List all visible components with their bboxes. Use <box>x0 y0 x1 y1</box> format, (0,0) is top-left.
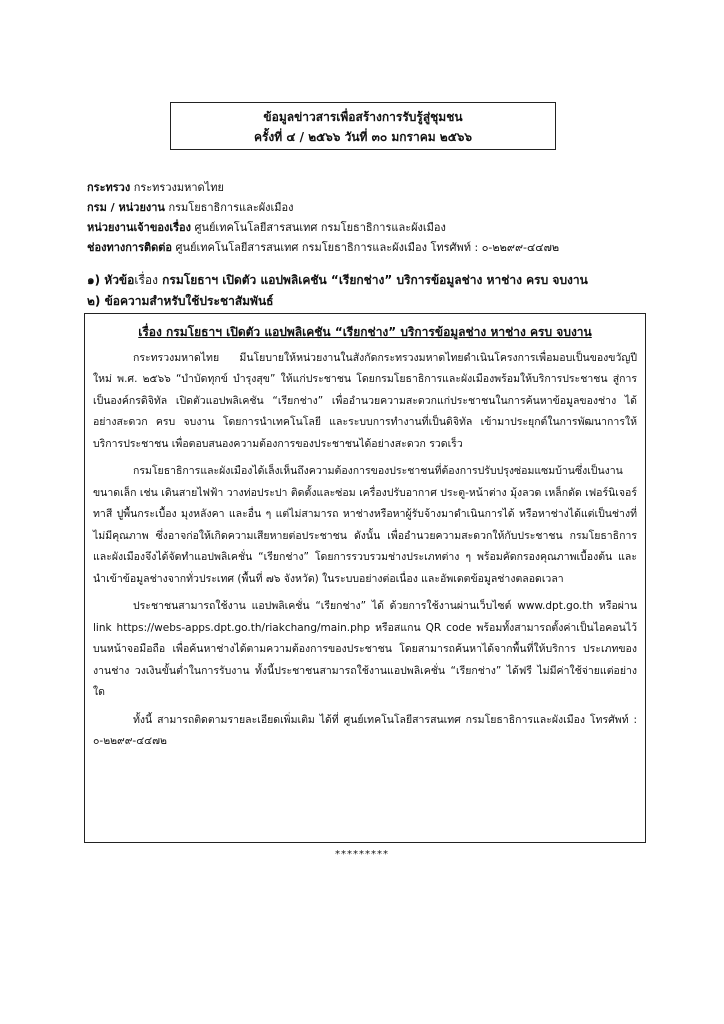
article-box <box>84 313 646 843</box>
topic-1-word: เรื่อง <box>134 273 158 287</box>
document-title: ข้อมูลข่าวสารเพื่อสร้างการรับรู้สู่ชุมชน <box>263 110 463 124</box>
contact-value: ศูนย์เทคโนโลยีสารสนเทศ กรมโยธาธิการและผังเมือง โทรศัพท์ : ๐-๒๒๙๙-๔๔๗๒ <box>175 241 560 254</box>
owner-row <box>87 218 647 238</box>
ministry-row <box>87 178 647 198</box>
article-paragraph-3: ประชาชนสามารถใช้งาน แอปพลิเคชั่น “เรียกช่าง” ได้ ด้วยการใช้งานผ่านเว็บไซต์ www.dpt.go.th หรือผ่าน link https://webs-apps.dpt.go.th/riakchang/main.php หรือสแกน QR code พร้อมทั้งสามารถตั้งค่าเป็นไอคอนไว้บนหน้าจอมือถือ เพื่อค้นหาช่างได้ตามความต้องการของประชาชน โดยสามารถค้นหาได้จากพื้นที่ให้บริการ ประเภทของงานช่าง วงเงินขั้นต่ำในการรับงาน ทั้งนี้ประชาชนสามารถใช้งานแอปพลิเคชั่น “เรียกช่าง” ได้ฟรี ไม่มีค่าใช้จ่ายแต่อย่างใด <box>93 600 637 698</box>
contact-label: ช่องทางการติดต่อ <box>87 241 173 254</box>
end-of-document-mark: ********* <box>335 849 389 860</box>
topic-1-prefix: ๑) หัวข้อ <box>87 273 135 287</box>
topic-1 <box>87 270 647 291</box>
owner-value: ศูนย์เทคโนโลยีสารสนเทศ กรมโยธาธิการและผังเมือง <box>194 221 446 234</box>
owner-label: หน่วยงานเจ้าของเรื่อง <box>87 221 191 234</box>
article-headline: เรื่อง กรมโยธาฯ เปิดตัว แอปพลิเคชัน “เรียกช่าง” บริการข้อมูลช่าง หาช่าง ครบ จบงาน <box>138 325 592 339</box>
article-paragraph-4: ทั้งนี้ สามารถติดตามรายละเอียดเพิ่มเติม ได้ที่ ศูนย์เทคโนโลยีสารสนเทศ กรมโยธาธิการและผังเมือง โทรศัพท์ : ๐-๒๒๙๙-๔๔๗๒ <box>93 713 637 747</box>
topic-2: ๒) ข้อความสำหรับใช้ประชาสัมพันธ์ <box>87 294 274 308</box>
contact-row <box>87 238 647 258</box>
document-issue-line: ครั้งที่ ๔ / ๒๕๖๖ วันที่ ๓๐ มกราคม ๒๕๖๖ <box>253 130 473 144</box>
article-paragraph-2: กรมโยธาธิการและผังเมืองได้เล็งเห็นถึงความต้องการของประชาชนที่ต้องการปรับปรุงซ่อมแซมบ้านซึ่งเป็นงานขนาดเล็ก เช่น เดินสายไฟฟ้า วางท่อประปา ติดตั้งและซ่อม เครื่องปรับอากาศ ประตู-หน้าต่าง มุ้งลวด เหล็กดัด เฟอร์นิเจอร์ ทาสี ปูพื้นกระเบื้อง มุงหลังคา และอื่น ๆ แต่ไม่สามารถ หาช่างหรือหาผู้รับจ้างมาดำเนินการได้ หรือหาช่างได้แต่เป็นช่างที่ไม่มีคุณภาพ ซึ่งอาจก่อให้เกิดความเสียหายต่อประชาชน ดังนั้น เพื่ออำนวยความสะดวกให้กับประชาชน กรมโยธาธิการและผังเมืองจึงได้จัดทำแอปพลิเคชั่น “เรียกช่าง” โดยการรวบรวมช่างประเภทต่าง ๆ พร้อมคัดกรองคุณภาพเบื้องต้น และนำเข้าข้อมูลช่างจากทั่วประเทศ (พื้นที่ ๗๖ จังหวัด) ในระบบอย่างต่อเนื่อง และอัพเดตข้อมูลช่างตลอดเวลา <box>93 465 637 585</box>
article-paragraph-1: กระทรวงมหาดไทย มีนโยบายให้หน่วยงานในสังกัดกระทรวงมหาดไทยดำเนินโครงการเพื่อมอบเป็นของขวัญปีใหม่ พ.ศ. ๒๕๖๖ “บำบัดทุกข์ บำรุงสุข” ให้แก่ประชาชน โดยกรมโยธาธิการและผังเมืองพร้อมให้บริการประชาชน สู่การเป็นองค์กรดิจิทัล เปิดตัวแอปพลิเคชัน “เรียกช่าง” เพื่ออำนวยความสะดวกแก่ประชาชนในการค้นหาข้อมูลของช่าง ได้อย่างสะดวก ครบ จบงาน โดยการนำเทคโนโลยี และระบบการทำงานที่เป็นดิจิทัล เข้ามาประยุกต์ในการพัฒนาการให้บริการประชาชน เพื่อตอบสนองความต้องการของประชาชนได้อย่างสะดวก รวดเร็ว <box>93 351 637 450</box>
document-title-box <box>170 102 556 150</box>
topic-section <box>87 270 647 312</box>
ministry-value: กระทรวงมหาดไทย <box>133 181 224 194</box>
topic-1-text: กรมโยธาฯ เปิดตัว แอปพลิเคชัน “เรียกช่าง” บริการข้อมูลช่าง หาช่าง ครบ จบงาน <box>162 273 588 287</box>
ministry-label: กระทรวง <box>87 181 131 194</box>
document-metadata <box>87 178 647 258</box>
department-value: กรมโยธาธิการและผังเมือง <box>168 201 294 214</box>
department-row <box>87 198 647 218</box>
department-label: กรม / หน่วยงาน <box>87 201 165 214</box>
